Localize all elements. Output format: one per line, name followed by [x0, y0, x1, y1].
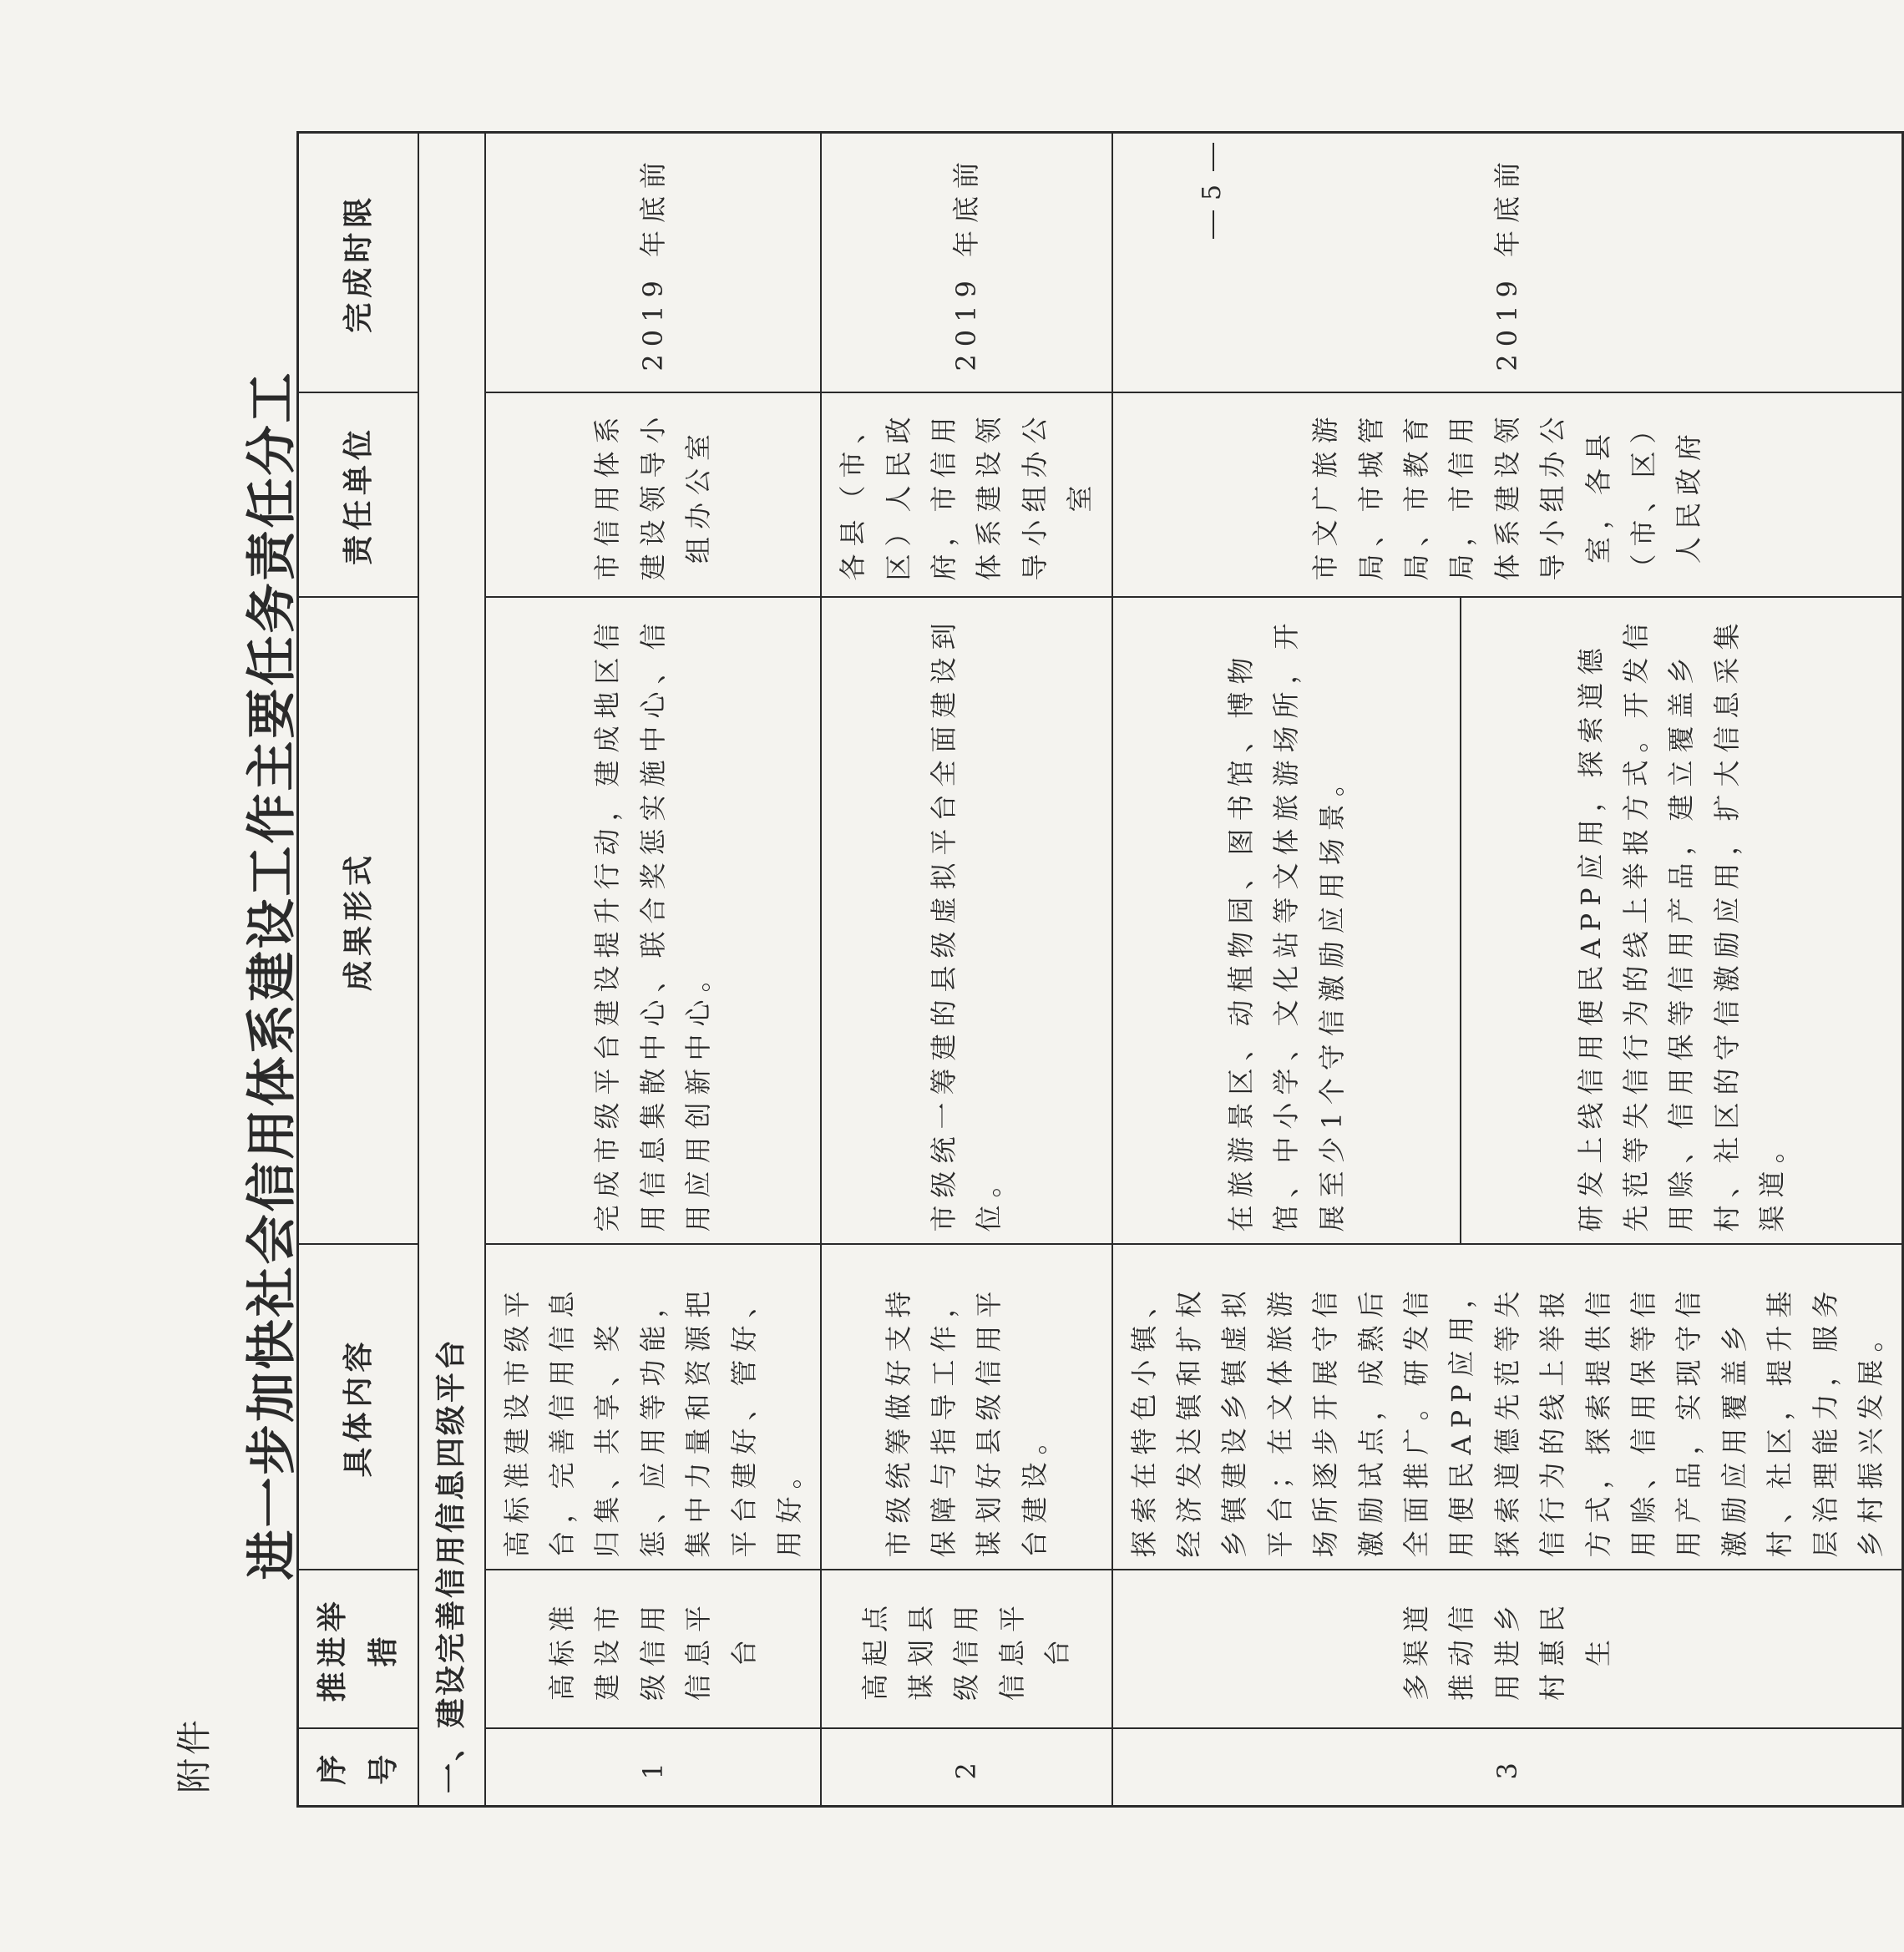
attachment-label: 附件 — [174, 1716, 215, 1793]
row-measure: 多渠道推动信用进乡村惠民生 — [1112, 1570, 1903, 1729]
row-result-b: 研发上线信用便民APP应用，探索道德先范等失信行为的线上举报方式。开发信用赊、信用保等信用产品，建立覆盖乡村、社区的守信激励应用，扩大信息采集渠道。 — [1461, 598, 1903, 1245]
row-content: 高标准建设市级平台，完善信用信息归集、共享、奖惩、应用等功能，集中力量和资源把平台建好、管好、用好。 — [485, 1245, 822, 1570]
row-no: 3 — [1112, 1729, 1903, 1807]
header-result: 成果形式 — [298, 598, 419, 1245]
document-title: 进一步加快社会信用体系建设工作主要任务责任分工 — [243, 370, 301, 1580]
row-deadline: 2019 年底前 — [485, 133, 822, 393]
row-measure: 高标准建设市级信用信息平台 — [485, 1570, 822, 1729]
row-no: 1 — [485, 1729, 822, 1807]
row-content: 市级统筹做好支持保障与指导工作，谋划好县级信用平台建设。 — [821, 1245, 1112, 1570]
header-content: 具体内容 — [298, 1245, 419, 1570]
row-result-a: 在旅游景区、动植物园、图书馆、博物馆、中小学、文化站等文体旅游场所，开展至少1个守信激励应用场景。 — [1112, 598, 1461, 1245]
row-result: 市级统一筹建的县级虚拟平台全面建设到位。 — [821, 598, 1112, 1245]
page-number — [1198, 133, 1227, 249]
table-row — [485, 133, 822, 1807]
row-result: 完成市级平台建设提升行动，建成地区信用信息集散中心、联合奖惩实施中心、信用应用创新中心。 — [485, 598, 822, 1245]
section-title: 一、建设完善信用信息四级平台 — [418, 133, 484, 1807]
table-header-row — [298, 133, 419, 1807]
header-units: 责任单位 — [298, 393, 419, 598]
task-table — [296, 131, 1904, 1808]
table-row — [1112, 133, 1461, 1807]
row-units: 各县（市、区）人民政府，市信用体系建设领导小组办公室 — [821, 393, 1112, 598]
section-row — [418, 133, 484, 1807]
header-no: 序号 — [298, 1729, 419, 1807]
row-units: 市信用体系建设领导小组办公室 — [485, 393, 822, 598]
row-measure: 高起点谋划县级信用信息平台 — [821, 1570, 1112, 1729]
row-no: 2 — [821, 1729, 1112, 1807]
row-content: 探索在特色小镇、经济发达镇和扩权乡镇建设乡镇虚拟平台；在文体旅游场所逐步开展守信激励试点，成熟后全面推广。研发信用便民APP应用，探索道德先范等失信行为的线上举报方式，探索提供信用赊、信用保等信用产品，实现守信激励应用覆盖乡村、社区，提升基层治理能力，服务乡村振兴发展。 — [1112, 1245, 1903, 1570]
table-row — [821, 133, 1112, 1807]
page-number-value: 5 — [1198, 180, 1227, 200]
row-deadline: 2019 年底前 — [1112, 133, 1903, 393]
row-deadline: 2019 年底前 — [821, 133, 1112, 393]
row-units: 市文广旅游局、市城管局、市教育局，市信用体系建设领导小组办公室，各县（市、区）人民政府 — [1112, 393, 1903, 598]
header-measure: 推进举措 — [298, 1570, 419, 1729]
header-deadline: 完成时限 — [298, 133, 419, 393]
